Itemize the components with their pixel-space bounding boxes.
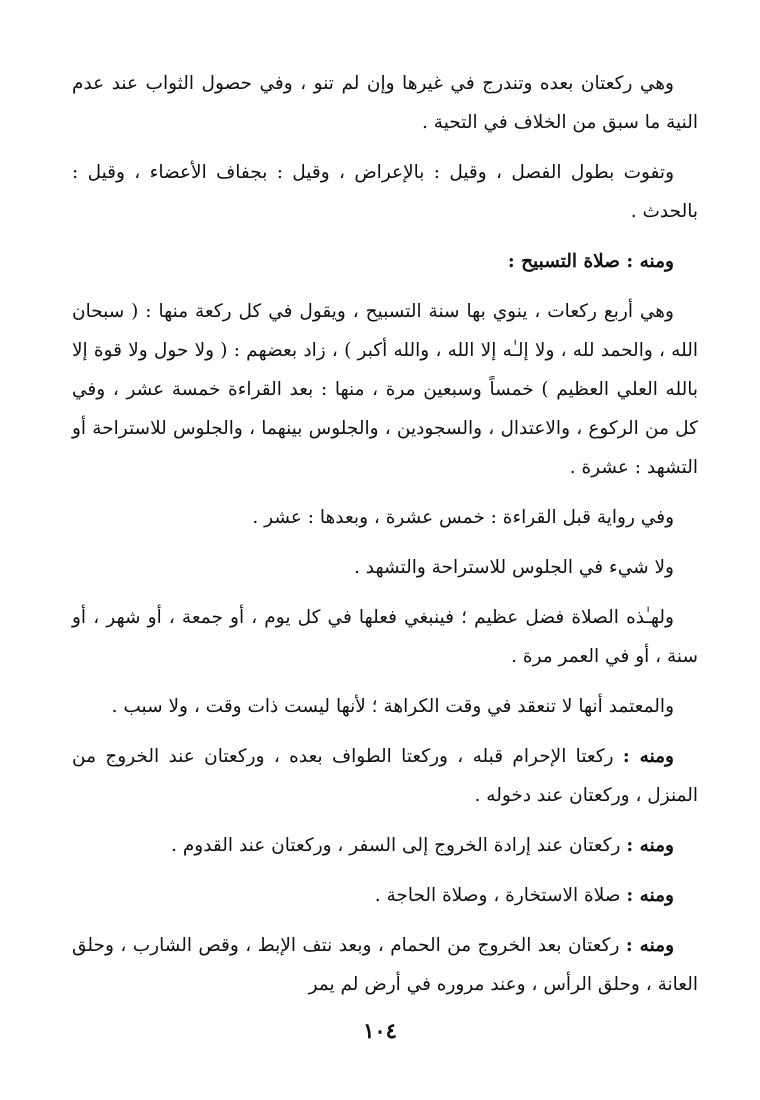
paragraph-text: وتفوت بطول الفصل ، وقيل : بالإعراض ، وقيل : بجفاف الأعضاء ، وقيل : بالحدث . [72,162,698,222]
paragraph-lead: ومنه : [625,935,675,956]
paragraph-5 [72,498,698,537]
paragraph-11 [72,876,698,915]
paragraph-text: والمعتمد أنها لا تنعقد في وقت الكراهة ؛ لأنها ليست ذات وقت ، ولا سبب . [111,696,674,717]
paragraph-text: ركعتان بعد الخروج من الحمام ، وبعد نتف الإبط ، وقص الشارب ، وحلق العانة ، وحلق الرأس ، وعند مروره في أرض لم يمر [72,935,698,995]
paragraph-6 [72,548,698,587]
paragraph-text: وفي رواية قبل القراءة : خمس عشرة ، وبعدها : عشر . [252,507,674,528]
paragraph-12 [72,926,698,1004]
paragraph-text: وهي أربع ركعات ، ينوي بها سنة التسبيح ، ويقول في كل ركعة منها : ( سبحان الله ، والحمد لله ، ولا إلـٰه إلا الله ، والله أكبر ) ، زاد بعضهم : ( ولا حول ولا قوة إلا بالله العلي العظيم ) خمساً وسبعين مرة ، منها : بعد القراءة خمسة عشر ، وفي كل من الركوع ، والاعتدال ، والسجودين ، والجلوس بينهما ، والجلوس للاستراحة أو التشهد : عشرة . [72,301,698,478]
paragraph-lead: ومنه : [626,885,674,906]
paragraph-lead: ومنه : صلاة التسبيح : [507,251,674,272]
paragraph-1 [72,64,698,142]
page-body [72,64,698,1015]
paragraph-text: وهي ركعتان بعده وتندرج في غيرها وإن لم تنو ، وفي حصول الثواب عند عدم النية ما سبق من الخلاف في التحية . [72,73,698,133]
paragraph-8 [72,687,698,726]
paragraph-text: ولا شيء في الجلوس للاستراحة والتشهد . [353,557,674,578]
paragraph-10 [72,826,698,865]
section-heading-tasbih [72,242,698,281]
paragraph-9 [72,737,698,815]
paragraph-4 [72,292,698,487]
paragraph-text: ولهـٰذه الصلاة فضل عظيم ؛ فينبغي فعلها في كل يوم ، أو جمعة ، أو شهر ، أو سنة ، أو في العمر مرة . [72,607,698,667]
paragraph-lead: ومنه : [626,835,674,856]
paragraph-7 [72,598,698,676]
paragraph-text: ركعتا الإحرام قبله ، وركعتا الطواف بعده ، وركعتان عند الخروج من المنزل ، وركعتان عند دخوله . [72,746,698,806]
page-number: ١٠٤ [363,1018,397,1043]
paragraph-lead: ومنه : [622,746,674,767]
paragraph-text: صلاة الاستخارة ، وصلاة الحاجة . [374,885,621,906]
paragraph-text: ركعتان عند إرادة الخروج إلى السفر ، وركعتان عند القدوم . [171,835,621,856]
paragraph-2 [72,153,698,231]
